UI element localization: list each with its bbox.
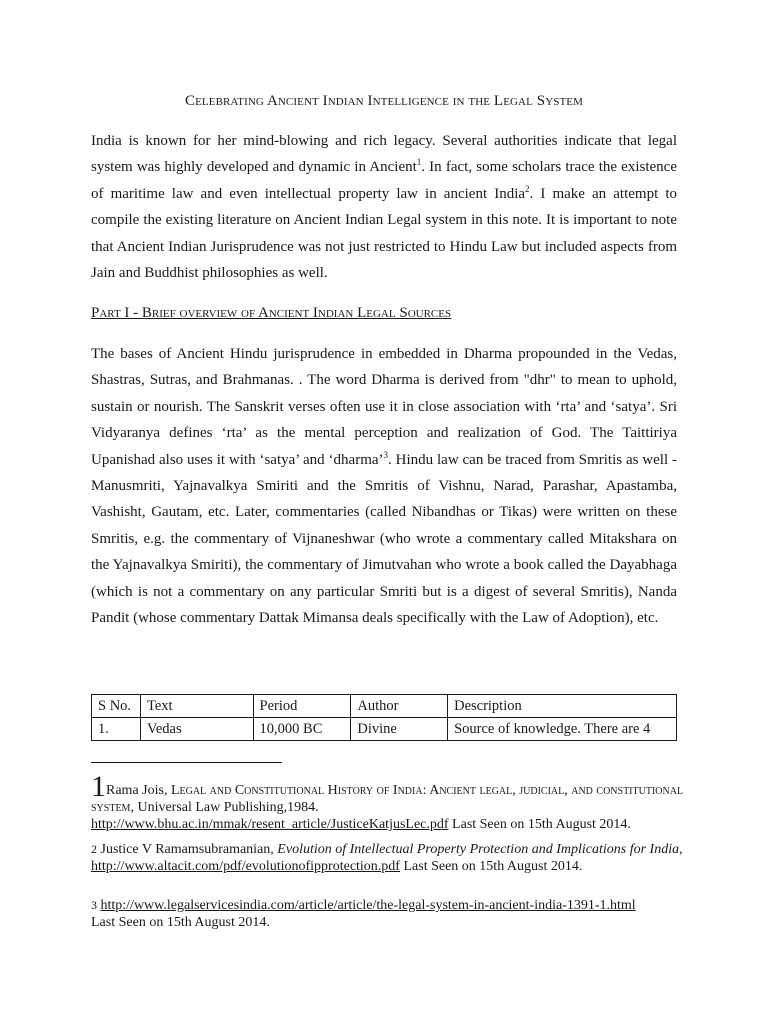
cell-sno: 1.: [92, 718, 141, 741]
header-text: Text: [140, 695, 253, 718]
footnote-3-link[interactable]: http://www.legalservicesindia.com/article/article/the-legal-system-in-ancient-india-1391-1.html: [100, 898, 636, 913]
footnote-1-link[interactable]: http://www.bhu.ac.in/mmak/resent_article/JusticeKatjusLec.pdf: [91, 817, 449, 832]
cell-period: 10,000 BC: [253, 718, 351, 741]
table-header-row: [92, 695, 677, 718]
header-description: Description: [448, 695, 677, 718]
document-title: Celebrating Ancient Indian Intelligence in the Legal System: [185, 93, 583, 109]
sources-text-2: . Hindu law can be traced from Smritis as well - Manusmriti, Yajnavalkya Smiriti and the Smritis of Vishnu, Narad, Parashar, Apastamba, Vashisht, Gautam, etc. Later, commentaries (called Nibandhas or Tikas) were written on these Smritis, e.g. the commentary of Vijnaneshwar (who wrote a commentary called Mitakshara on the Yajnavalkya Smiriti), the commentary of Jimutvahan who wrote a book called the Dayabhaga (which is not a commentary on any particular Smriti but is a digest of several Smritis), Nanda Pandit (whose commentary Dattak Mimansa deals specifically with the Law of Adoption), etc.: [91, 451, 677, 627]
footnote-3-number: 3: [91, 898, 97, 912]
sources-paragraph: [91, 341, 677, 631]
footnote-ref-2[interactable]: 2: [525, 183, 530, 194]
footnote-separator: [91, 762, 282, 763]
footnote-2-link[interactable]: http://www.altacit.com/pdf/evolutionofipprotection.pdf: [91, 859, 400, 874]
footnote-1-last-seen: Last Seen on 15th August 2014.: [448, 817, 631, 832]
footnote-3-last-seen: Last Seen on 15th August 2014.: [91, 915, 270, 930]
footnote-1-author: Rama Jois,: [106, 783, 171, 798]
footnote-2-number: 2: [91, 842, 97, 856]
intro-text-2: . In fact, some scholars trace the existence of maritime law and even intellectual property law in ancient India: [91, 159, 677, 202]
cell-text: Vedas: [140, 718, 253, 741]
intro-paragraph: [91, 128, 677, 286]
sources-text-1: The bases of Ancient Hindu jurisprudence in embedded in Dharma propounded in the Vedas, Shastras, Sutras, and Brahmanas. . The word Dharma is derived from "dhr" to mean to uphold, sustain or nourish. The Sanskrit verses often use it in close association with ‘rta’ and ‘satya’. Sri Vidyaranya defines ‘rta’ as the mental perception and realization of God. The Taittiriya Upanishad also uses it with ‘satya’ and ‘dharma’: [91, 346, 677, 468]
cell-author: Divine: [351, 718, 448, 741]
table-row: [92, 718, 677, 741]
footnote-1-title: Legal and Constitutional History of India: Ancient legal, judicial, and constitutional system: [91, 783, 684, 815]
footnote-1-publisher: , Universal Law Publishing,1984.: [130, 800, 319, 815]
footnote-ref-3[interactable]: 3: [383, 449, 389, 460]
intro-text-3: . I make an attempt to compile the existing literature on Ancient Indian Legal system in this note. It is important to note that Ancient Indian Jurisprudence was not just restricted to Hindu Law but included aspects from Jain and Buddhist philosophies as well.: [91, 185, 677, 282]
header-author: Author: [351, 695, 448, 718]
header-sno: S No.: [92, 695, 141, 718]
footnote-ref-1[interactable]: 1: [416, 157, 422, 168]
footnote-3: [91, 897, 691, 931]
header-period: Period: [253, 695, 351, 718]
footnote-2-title: Evolution of Intellectual Property Protection and Implications for India: [277, 842, 680, 857]
legal-texts-table: [91, 694, 677, 741]
footnote-2-last-seen: Last Seen on 15th August 2014.: [399, 859, 583, 874]
footnote-1: [91, 770, 691, 833]
footnote-2-separator: ,: [679, 842, 683, 857]
part-1-heading: Part I - Brief overview of Ancient Indian Legal Sources: [91, 305, 452, 321]
footnote-2-author: Justice V Ramamsubramanian,: [97, 842, 278, 857]
intro-text-1: India is known for her mind-blowing and rich legacy. Several authorities indicate that legal system was highly developed and dynamic in Ancient: [91, 133, 677, 176]
footnote-1-number: 1: [91, 770, 106, 803]
footnote-2: [91, 841, 691, 875]
cell-description: Source of knowledge. There are 4: [448, 718, 677, 741]
